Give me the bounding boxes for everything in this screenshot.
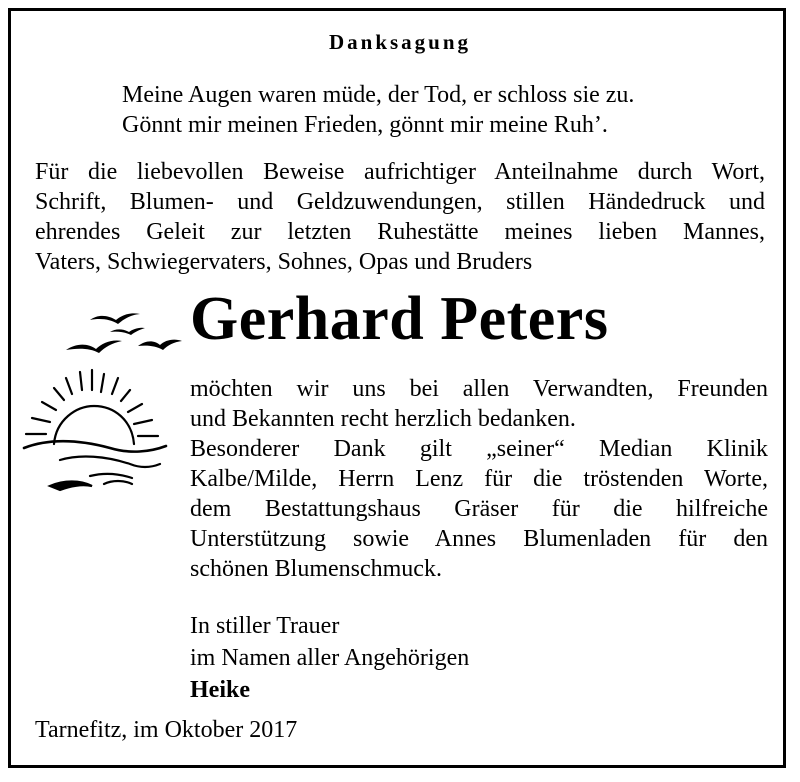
intro-line: Schrift, Blumen- und Geldzuwendungen, stillen Händedruck und — [35, 189, 765, 215]
notice-heading: Danksagung — [328, 30, 472, 54]
intro-line: ehrendes Geleit zur letzten Ruhestätte meines lieben Mannes, — [35, 219, 765, 245]
intro-line: Vaters, Schwiegervaters, Sohnes, Opas und Bruders — [35, 249, 533, 275]
signature: Heike — [190, 677, 250, 703]
body-line: dem Bestattungshaus Gräser für die hilfreiche — [190, 496, 768, 522]
body-line: möchten wir uns bei allen Verwandten, Freunden — [190, 376, 768, 402]
thanks-paragraph — [190, 374, 768, 584]
poem-line: Gönnt mir meinen Frieden, gönnt mir meine Ruh’. — [122, 112, 608, 138]
sunset-over-hills-icon — [20, 368, 170, 498]
closing-line: im Namen aller Angehörigen — [190, 645, 470, 671]
poem — [122, 80, 634, 140]
body-line: Besonderer Dank gilt „seiner“ Median Klinik — [190, 436, 768, 462]
poem-line: Meine Augen waren müde, der Tod, er schloss sie zu. — [122, 82, 635, 108]
flying-birds-icon — [62, 306, 187, 364]
body-line: und Bekannten recht herzlich bedanken. — [190, 406, 576, 432]
place-date: Tarnefitz, im Oktober 2017 — [35, 717, 298, 743]
body-line: schönen Blumenschmuck. — [190, 556, 442, 582]
closing-line: In stiller Trauer — [190, 613, 340, 639]
intro-paragraph — [35, 157, 765, 277]
body-line: Unterstützung sowie Annes Blumenladen für den — [190, 526, 768, 552]
intro-line: Für die liebevollen Beweise aufrichtiger Anteilnahme durch Wort, — [35, 159, 765, 185]
closing-block — [190, 610, 469, 706]
deceased-name: Gerhard Peters — [190, 285, 609, 353]
body-line: Kalbe/Milde, Herrn Lenz für die tröstenden Worte, — [190, 466, 768, 492]
